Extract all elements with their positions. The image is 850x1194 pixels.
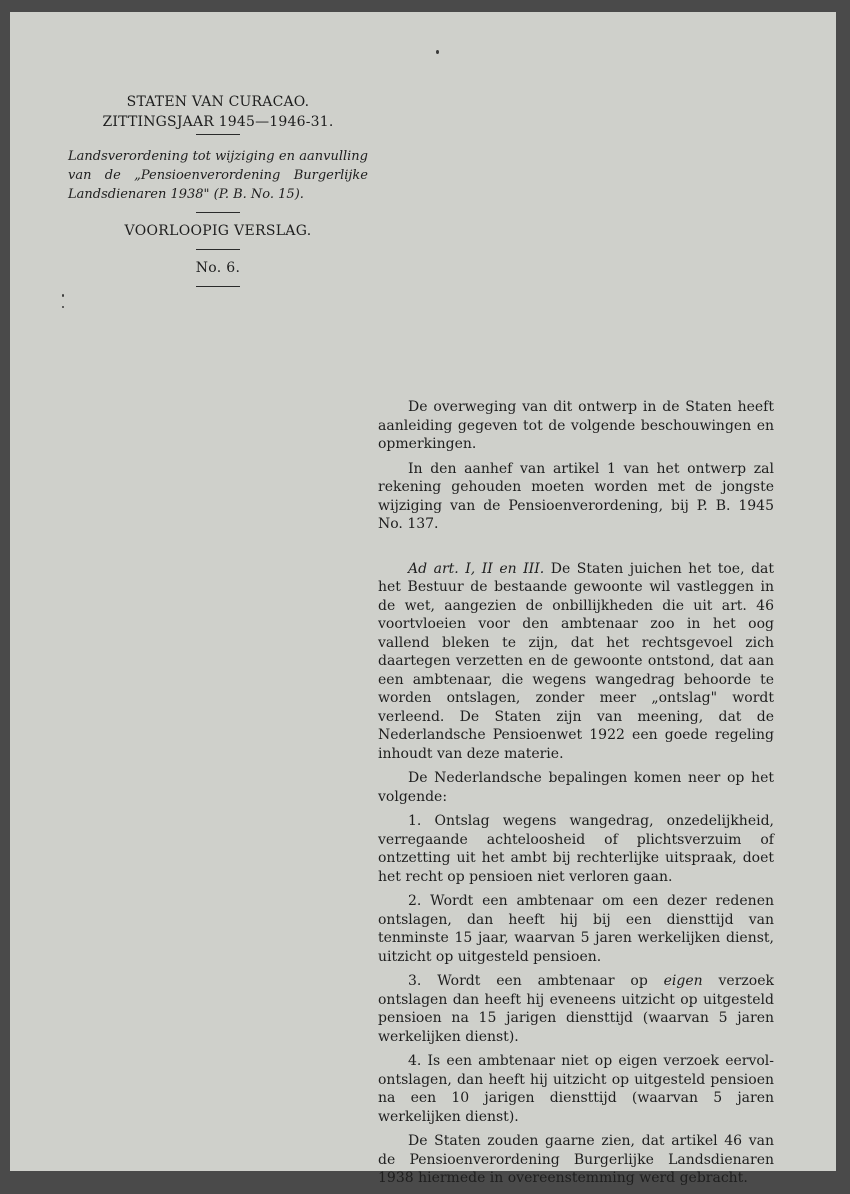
number-divider bbox=[196, 286, 240, 287]
document-page bbox=[10, 12, 836, 1186]
document-header bbox=[68, 92, 368, 295]
header-session-year: ZITTINGSJAAR 1945—1946-31. bbox=[102, 114, 334, 130]
paragraph-dutch-provisions: De Nederlandsche bepalingen komen neer op het volgende: bbox=[378, 770, 774, 805]
paragraph-intro: De overweging van dit ontwerp in de Staten heeft aanleiding gegeven tot de volgende beschouwingen en opmerkingen. bbox=[378, 399, 774, 452]
law-title: Landsverordening tot wijziging en aanvulling van de „Pensioenverordening Burgerlijke Landsdienaren 1938" (P. B. No. 15). bbox=[68, 149, 368, 202]
list-item-1: 1. Ontslag wegens wangedrag, onzedelijkheid, verregaande achteloosheid of plichtsverzuim of ontzetting uit het ambt bij rechterlijke uitspraak, doet het recht op pensioen niet verloren gaan. bbox=[378, 813, 774, 885]
report-divider bbox=[196, 249, 240, 250]
ink-speck bbox=[62, 294, 64, 297]
report-body bbox=[378, 398, 774, 1194]
report-type: VOORLOOPIG VERSLAG. bbox=[124, 223, 312, 239]
list-item-3-start: 3. Wordt een ambtenaar op bbox=[408, 973, 664, 989]
header-divider bbox=[196, 134, 240, 135]
ink-speck bbox=[62, 306, 64, 308]
paragraph-text: De Staten juichen het toe, dat het Bestuur de bestaande gewoonte wil vastleggen in de wet, aangezien de onbillijkheden die uit art. 46 voortvloeien voor den ambtenaar zoo in het oog vallend bleken te zijn, dat het rechtsgevoel zich daartegen verzetten en de gewoonte ontstond, dat aan een ambtenaar, die wegens wangedrag behoorde te worden ontslagen, zonder meer „ontslag" wordt verleend. De Staten zijn van meening, dat de Nederlandsche Pensioenwet 1922 een goede regeling inhoudt van deze materie. bbox=[378, 560, 775, 762]
ink-speck bbox=[436, 50, 439, 54]
list-item-3-end: verzoek ontslagen dan heeft hij eveneens uitzicht op uitgesteld pensioen na 15 jarigen diensttijd (waarvan 5 jaren werkelijken dienst). bbox=[378, 973, 774, 1045]
paragraph-ad-articles bbox=[378, 560, 774, 764]
list-item-2: 2. Wordt een ambtenaar om een dezer redenen ontslagen, dan heeft hij bij een diensttijd van tenminste 15 jaar, waarvan 5 jaren werkelijken dienst, uitzicht op uitgesteld pensioen. bbox=[378, 893, 774, 965]
list-item-3 bbox=[378, 972, 774, 1046]
paragraph-conclusion: De Staten zouden gaarne zien, dat artikel 46 van de Pensioenverordening Burgerlijke Landsdienaren 1938 hiermede in overeenstemming werd gebracht. bbox=[378, 1133, 774, 1186]
list-item-3-emphasis: eigen bbox=[663, 973, 703, 989]
report-number: No. 6. bbox=[195, 260, 241, 276]
paragraph-article-1: In den aanhef van artikel 1 van het ontwerp zal rekening gehouden moeten worden met de jongste wijziging van de Pensioenverordening, bij P. B. 1945 No. 137. bbox=[378, 460, 774, 532]
header-organization: STATEN VAN CURACAO. bbox=[126, 94, 310, 110]
paragraph-lead: Ad art. I, II en III. bbox=[408, 560, 545, 577]
list-item-4: 4. Is een ambtenaar niet op eigen verzoek eervol-ontslagen, dan heeft hij uitzicht op uitgesteld pensioen na een 10 jarigen diensttijd (waarvan 5 jaren werkelijken dienst). bbox=[378, 1053, 774, 1125]
title-divider bbox=[196, 212, 240, 213]
